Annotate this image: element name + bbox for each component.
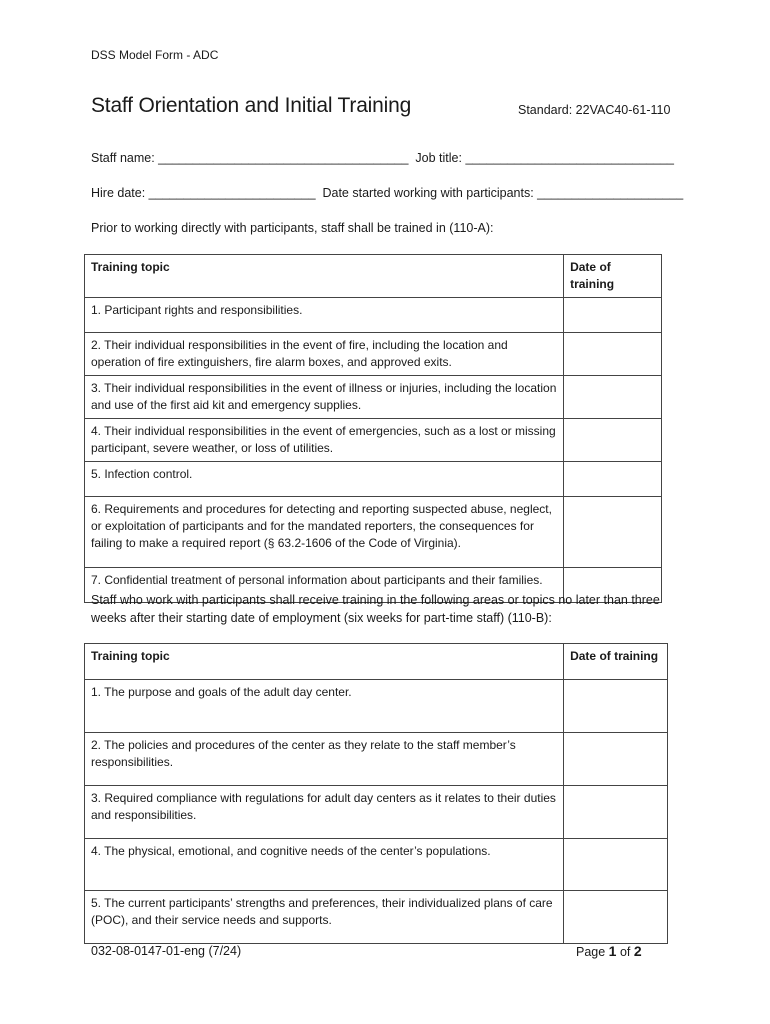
table-row (85, 680, 668, 733)
section-b-table (84, 643, 668, 944)
job-title-label: Job title: (415, 151, 466, 165)
date-started-field[interactable]: _____________________ (537, 186, 684, 200)
training-topic-cell: 4. Their individual responsibilities in the event of emergencies, such as a lost or missing participant, severe weather, or loss of utilities. (85, 419, 564, 462)
table-row (85, 733, 668, 786)
table-row (85, 786, 668, 839)
table-row (85, 462, 662, 497)
column-header-topic: Training topic (85, 255, 564, 298)
date-started-label: Date started working with participants: (322, 186, 538, 200)
training-topic-cell: 6. Requirements and procedures for detecting and reporting suspected abuse, neglect, or exploitation of participants and for the mandated reporters, the consequences for failing to make a required report (§ 63.2-1606 of the Code of Virginia). (85, 497, 564, 568)
page-title: Staff Orientation and Initial Training (91, 94, 412, 117)
page-of: of (616, 945, 634, 959)
date-of-training-cell[interactable] (564, 376, 662, 419)
hire-date-field[interactable]: ________________________ (148, 186, 316, 200)
training-topic-cell: 2. Their individual responsibilities in the event of fire, including the location and operation of fire extinguishers, fire alarm boxes, and approved exits. (85, 333, 564, 376)
page-total: 2 (633, 943, 642, 959)
hire-date-label: Hire date: (91, 186, 149, 200)
hire-info-row (91, 186, 683, 200)
date-of-training-cell[interactable] (564, 839, 668, 891)
table-row (85, 891, 668, 944)
training-topic-cell: 3. Required compliance with regulations for adult day centers as it relates to their duties and responsibilities. (85, 786, 564, 839)
training-topic-cell: 2. The policies and procedures of the center as they relate to the staff member’s responsibilities. (85, 733, 564, 786)
table-row (85, 497, 662, 568)
table-header-row (85, 255, 662, 298)
date-of-training-cell[interactable] (564, 733, 668, 786)
training-topic-cell: 4. The physical, emotional, and cognitive needs of the center’s populations. (85, 839, 564, 891)
training-topic-cell: 7. Confidential treatment of personal information about participants and their families. (85, 568, 564, 603)
column-header-date: Date of training (564, 255, 662, 298)
form-number: 032-08-0147-01-eng (7/24) (91, 944, 242, 958)
date-of-training-cell[interactable] (564, 786, 668, 839)
job-title-field[interactable]: ______________________________ (465, 151, 674, 165)
page-number (576, 943, 642, 959)
section-a-intro: Prior to working directly with participants, staff shall be trained in (110-A): (91, 221, 494, 235)
section-a-table (84, 254, 662, 603)
staff-name-label: Staff name: (91, 151, 159, 165)
date-of-training-cell[interactable] (564, 462, 662, 497)
table-row (85, 839, 668, 891)
date-of-training-cell[interactable] (564, 497, 662, 568)
date-of-training-cell[interactable] (564, 680, 668, 733)
staff-name-field[interactable]: ____________________________________ (158, 151, 409, 165)
date-of-training-cell[interactable] (564, 891, 668, 944)
staff-info-row (91, 151, 674, 165)
training-topic-cell: 5. Infection control. (85, 462, 564, 497)
training-topic-cell: 5. The current participants’ strengths and preferences, their individualized plans of care (POC), and their service needs and supports. (85, 891, 564, 944)
standard-reference: Standard: 22VAC40-61-110 (518, 103, 671, 117)
page-word: Page (576, 945, 609, 959)
column-header-topic: Training topic (85, 644, 564, 680)
page-current: 1 (608, 943, 617, 959)
training-topic-cell: 1. Participant rights and responsibilities. (85, 298, 564, 333)
table-row (85, 333, 662, 376)
table-row (85, 298, 662, 333)
training-topic-cell: 1. The purpose and goals of the adult day center. (85, 680, 564, 733)
date-of-training-cell[interactable] (564, 298, 662, 333)
table-header-row (85, 644, 668, 680)
date-of-training-cell[interactable] (564, 419, 662, 462)
table-row (85, 419, 662, 462)
column-header-date: Date of training (564, 644, 668, 680)
table-row (85, 376, 662, 419)
date-of-training-cell[interactable] (564, 333, 662, 376)
form-label: DSS Model Form - ADC (91, 48, 219, 62)
section-b-intro: Staff who work with participants shall receive training in the following areas or topics no later than three weeks after their starting date of employment (six weeks for part-time staff) (110-B): (91, 593, 660, 625)
training-topic-cell: 3. Their individual responsibilities in the event of illness or injuries, including the location and use of the first aid kit and emergency supplies. (85, 376, 564, 419)
